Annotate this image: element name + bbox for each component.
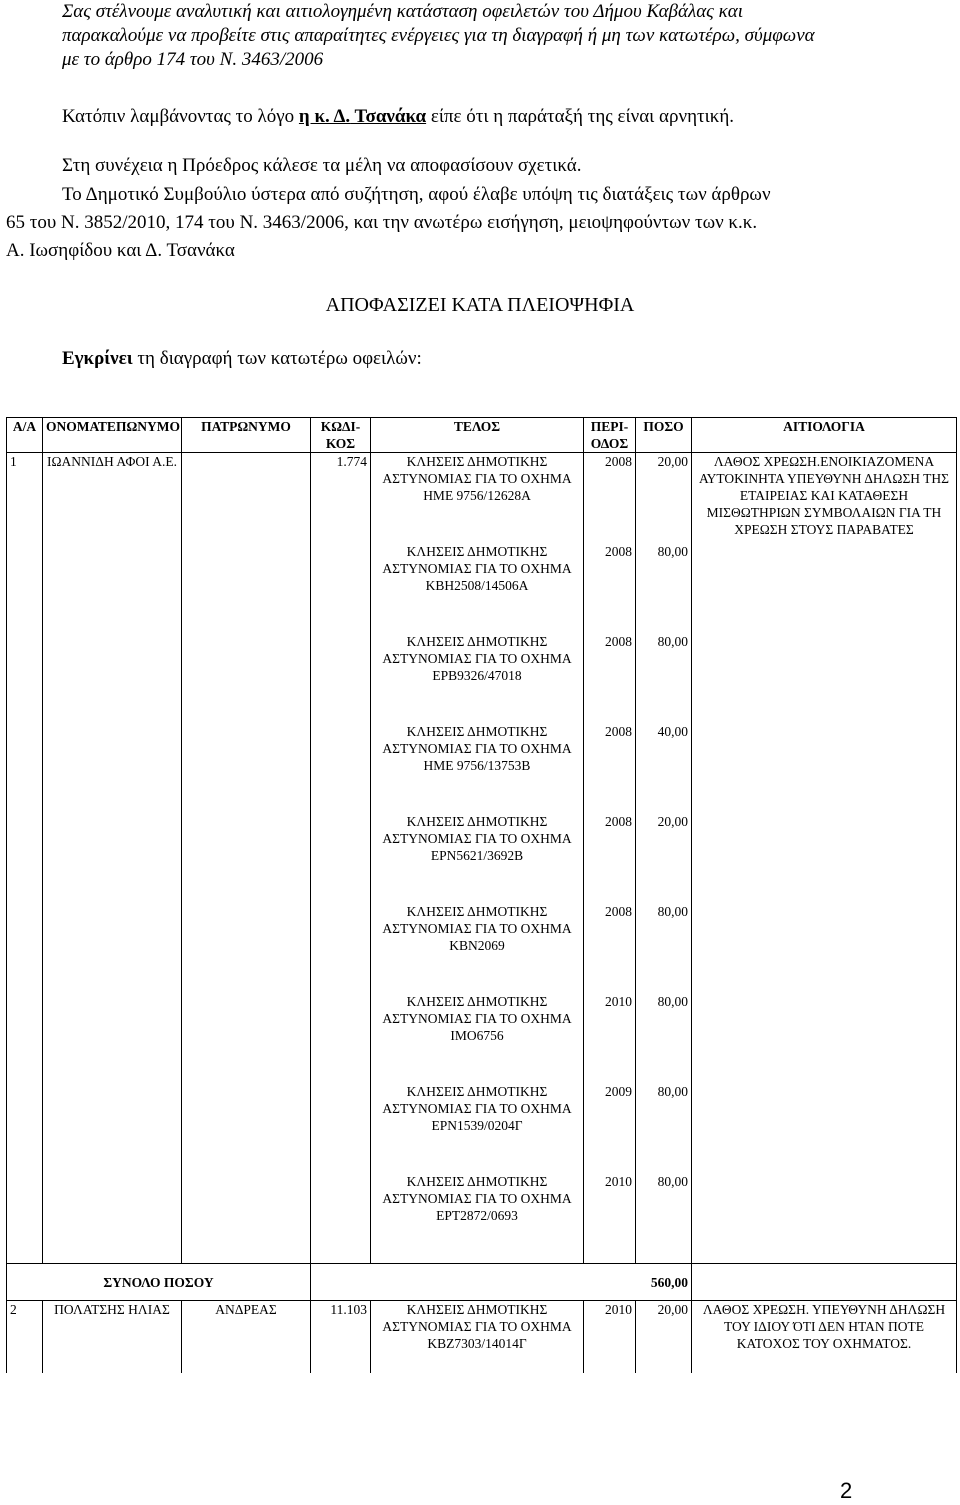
speech-name-1: η κ. Δ. bbox=[298, 106, 351, 127]
header-amount: ΠΟΣΟ bbox=[636, 418, 692, 453]
paragraph-council-1: Το Δημοτικό Συμβούλιο ύστερα από συζήτηση, αφού έλαβε υπόψη τις διατάξεις των άρθρων bbox=[62, 184, 771, 205]
table-row bbox=[7, 993, 957, 1044]
row-period: 2008 bbox=[584, 903, 636, 954]
table-row bbox=[7, 633, 957, 684]
speech-pre: Κατόπιν λαμβάνοντας το λόγο bbox=[62, 106, 299, 127]
sum-value: 560,00 bbox=[311, 1264, 692, 1301]
paragraph-council-2: 65 του Ν. 3852/2010, 174 του Ν. 3463/2006, και την ανωτέρω εισήγηση, μειοψηφούντων των κ.κ. bbox=[6, 212, 758, 233]
table-spacer bbox=[7, 1044, 957, 1083]
row-reason: ΛΑΘΟΣ ΧΡΕΩΣΗ. ΥΠΕΥΘΥΝΗ ΔΗΛΩΣΗ ΤΟΥ ΙΔΙΟΥ ΌΤΙ ΔΕΝ ΗΤΑΝ ΠΟΤΕ ΚΑΤΟΧΟΣ ΤΟΥ ΟΧΗΜΑΤΟΣ. bbox=[692, 1301, 957, 1374]
speech-post: είπε ότι η παράταξή της είναι αρνητική. bbox=[426, 106, 735, 127]
header-period: ΠΕΡΙ-ΟΔΟΣ bbox=[584, 418, 636, 453]
debts-table bbox=[6, 417, 957, 1373]
speech-paragraph bbox=[62, 105, 734, 129]
row-period: 2008 bbox=[584, 723, 636, 774]
table-spacer bbox=[7, 864, 957, 903]
row-name: ΙΩΑΝΝΙΔΗ ΑΦΟΙ Α.Ε. bbox=[43, 453, 182, 505]
table-spacer bbox=[7, 1224, 957, 1264]
paragraph-president: Στη συνέχεια η Πρόεδρος κάλεσε τα μέλη να αποφασίσουν σχετικά. bbox=[62, 155, 582, 176]
table-row bbox=[7, 813, 957, 864]
row-fee: ΚΛΗΣΕΙΣ ΔΗΜΟΤΙΚΗΣ ΑΣΤΥΝΟΜΙΑΣ ΓΙΑ ΤΟ ΟΧΗΜΑ ΗΜΕ 9756/12628Α bbox=[371, 453, 584, 505]
row-amount: 80,00 bbox=[636, 633, 692, 684]
table-row bbox=[7, 1083, 957, 1134]
row-period: 2010 bbox=[584, 1173, 636, 1224]
row-amount: 80,00 bbox=[636, 543, 692, 594]
row-amount: 80,00 bbox=[636, 903, 692, 954]
row-fee: ΚΛΗΣΕΙΣ ΔΗΜΟΤΙΚΗΣ ΑΣΤΥΝΟΜΙΑΣ ΓΙΑ ΤΟ ΟΧΗΜΑ ΕΡΝ1539/0204Γ bbox=[371, 1083, 584, 1134]
header-fee: ΤΕΛΟΣ bbox=[371, 418, 584, 453]
table-header-row bbox=[7, 418, 957, 453]
row-period: 2010 bbox=[584, 993, 636, 1044]
row-code: 1.774 bbox=[311, 453, 371, 505]
paragraph-council-3: Α. Ιωσηφίδου και Δ. Τσανάκα bbox=[6, 240, 235, 261]
header-aa: Α/Α bbox=[7, 418, 43, 453]
row-code: 11.103 bbox=[311, 1301, 371, 1374]
table-spacer bbox=[7, 1134, 957, 1173]
row-amount: 80,00 bbox=[636, 993, 692, 1044]
table-spacer bbox=[7, 594, 957, 633]
table-row bbox=[7, 1173, 957, 1224]
table-spacer bbox=[7, 684, 957, 723]
row-father: ΑΝΔΡΕΑΣ bbox=[182, 1301, 311, 1374]
decision-heading: ΑΠΟΦΑΣΙΖΕΙ ΚΑΤΑ ΠΛΕΙΟΨΗΦΙΑ bbox=[325, 294, 635, 316]
row-fee: ΚΛΗΣΕΙΣ ΔΗΜΟΤΙΚΗΣ ΑΣΤΥΝΟΜΙΑΣ ΓΙΑ ΤΟ ΟΧΗΜΑ ΗΜΕ 9756/13753Β bbox=[371, 723, 584, 774]
row-amount: 80,00 bbox=[636, 1083, 692, 1134]
row-reason: ΛΑΘΟΣ ΧΡΕΩΣΗ.ΕΝΟΙΚΙΑΖΟΜΕΝΑ ΑΥΤΟΚΙΝΗΤΑ ΥΠΕΥΘΥΝΗ ΔΗΛΩΣΗ ΤΗΣ ΕΤΑΙΡΕΙΑΣ ΚΑΙ ΚΑΤΑΘΕΣΗ ΜΙΣΘΩΤΗΡΙΩΝ ΣΥΜΒΟΛΑΙΩΝ ΓΙΑ ΤΗ ΧΡΕΩΣΗ ΣΤΟΥΣ ΠΑΡΑΒΑΤΕΣ bbox=[692, 453, 957, 544]
row-fee: ΚΛΗΣΕΙΣ ΔΗΜΟΤΙΚΗΣ ΑΣΤΥΝΟΜΙΑΣ ΓΙΑ ΤΟ ΟΧΗΜΑ ΚΒΝ2069 bbox=[371, 903, 584, 954]
row-amount: 20,00 bbox=[636, 453, 692, 505]
row-amount: 80,00 bbox=[636, 1173, 692, 1224]
header-code: ΚΩΔΙ-ΚΟΣ bbox=[311, 418, 371, 453]
approve-line bbox=[62, 347, 422, 371]
approve-rest: τη διαγραφή των κατωτέρω οφειλών: bbox=[132, 348, 422, 369]
sum-label: ΣΥΝΟΛΟ ΠΟΣΟΥ bbox=[7, 1264, 311, 1301]
row-amount: 40,00 bbox=[636, 723, 692, 774]
table-row bbox=[7, 723, 957, 774]
row-fee: ΚΛΗΣΕΙΣ ΔΗΜΟΤΙΚΗΣ ΑΣΤΥΝΟΜΙΑΣ ΓΙΑ ΤΟ ΟΧΗΜΑ ΕΡΒ9326/47018 bbox=[371, 633, 584, 684]
row-period: 2010 bbox=[584, 1301, 636, 1374]
speech-name-2: Τσανάκα bbox=[350, 106, 427, 127]
row-aa: 1 bbox=[7, 453, 43, 505]
row-aa: 2 bbox=[7, 1301, 43, 1374]
row-fee: ΚΛΗΣΕΙΣ ΔΗΜΟΤΙΚΗΣ ΑΣΤΥΝΟΜΙΑΣ ΓΙΑ ΤΟ ΟΧΗΜΑ ΚΒΖ7303/14014Γ bbox=[371, 1301, 584, 1374]
row-period: 2009 bbox=[584, 1083, 636, 1134]
table-row bbox=[7, 1301, 957, 1374]
approve-bold: Εγκρίνει bbox=[62, 348, 133, 369]
sum-row bbox=[7, 1264, 957, 1301]
row-fee: ΚΛΗΣΕΙΣ ΔΗΜΟΤΙΚΗΣ ΑΣΤΥΝΟΜΙΑΣ ΓΙΑ ΤΟ ΟΧΗΜΑ ΕΡΝ5621/3692Β bbox=[371, 813, 584, 864]
row-father bbox=[182, 453, 311, 505]
table-spacer bbox=[7, 954, 957, 993]
row-period: 2008 bbox=[584, 543, 636, 594]
header-name: ΟΝΟΜΑΤΕΠΩΝΥΜΟ bbox=[43, 418, 182, 453]
row-fee: ΚΛΗΣΕΙΣ ΔΗΜΟΤΙΚΗΣ ΑΣΤΥΝΟΜΙΑΣ ΓΙΑ ΤΟ ΟΧΗΜΑ ΙΜΟ6756 bbox=[371, 993, 584, 1044]
intro-line-2: παρακαλούμε να προβείτε στις απαραίτητες ενέργειες για τη διαγραφή ή μη των κατωτέρω, σύμφωνα bbox=[62, 25, 815, 46]
header-reason: ΑΙΤΙΟΛΟΓΙΑ bbox=[692, 418, 957, 453]
row-name: ΠΟΛΑΤΣΗΣ ΗΛΙΑΣ bbox=[43, 1301, 182, 1374]
row-fee: ΚΛΗΣΕΙΣ ΔΗΜΟΤΙΚΗΣ ΑΣΤΥΝΟΜΙΑΣ ΓΙΑ ΤΟ ΟΧΗΜΑ ΚΒΗ2508/14506Α bbox=[371, 543, 584, 594]
table-row bbox=[7, 543, 957, 594]
row-period: 2008 bbox=[584, 453, 636, 505]
row-amount: 20,00 bbox=[636, 813, 692, 864]
table-row bbox=[7, 903, 957, 954]
table-spacer bbox=[7, 774, 957, 813]
row-fee: ΚΛΗΣΕΙΣ ΔΗΜΟΤΙΚΗΣ ΑΣΤΥΝΟΜΙΑΣ ΓΙΑ ΤΟ ΟΧΗΜΑ ΕΡΤ2872/0693 bbox=[371, 1173, 584, 1224]
row-amount: 20,00 bbox=[636, 1301, 692, 1374]
page-number: 2 bbox=[840, 1478, 853, 1503]
intro-line-1: Σας στέλνουμε αναλυτική και αιτιολογημένη κατάσταση οφειλετών του Δήμου Καβάλας και bbox=[62, 1, 744, 22]
row-period: 2008 bbox=[584, 633, 636, 684]
row-period: 2008 bbox=[584, 813, 636, 864]
header-father: ΠΑΤΡΩΝΥΜΟ bbox=[182, 418, 311, 453]
table-row bbox=[7, 453, 957, 505]
intro-line-3: με το άρθρο 174 του Ν. 3463/2006 bbox=[62, 49, 324, 70]
